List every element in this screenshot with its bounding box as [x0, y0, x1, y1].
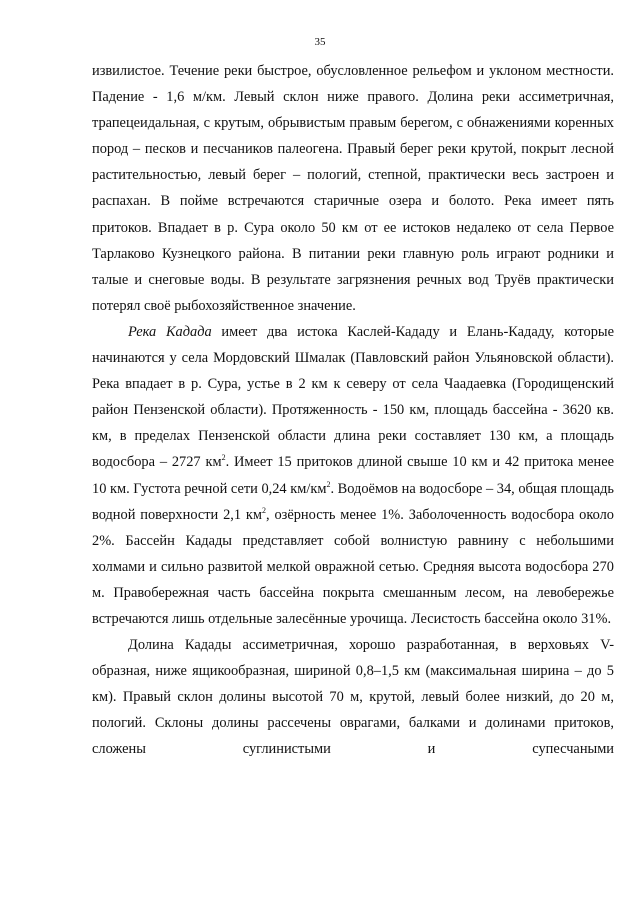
- river-name-kadada: Река Кадада: [128, 323, 212, 340]
- paragraph-text: Долина Кадады ассиметричная, хорошо разработанная, в верховьях V-образная, ниже ящикообразная, шириной 0,8–1,5 км (максимальная ширина – до 5 км). Правый склон долины высотой 70 м, крутой, левый более низкий, до 20 м, пологий. Склоны долины рассечены оврагами, балками и долинами притоков, сложены суглинистыми и супесчаными: [92, 637, 614, 758]
- paragraph-trujev-description: [92, 58, 614, 319]
- paragraph-kadada-intro: [92, 319, 614, 632]
- page-number: 35: [314, 36, 326, 48]
- superscript: 2: [262, 505, 267, 515]
- paragraph-kadada-valley: [92, 632, 614, 762]
- paragraph-text: . Водоёмов на водосборе – 34, общая площадь водной поверхности 2,1 км: [92, 480, 614, 523]
- superscript: 2: [326, 479, 331, 489]
- superscript: 2: [221, 453, 226, 463]
- paragraph-text: извилистое. Течение реки быстрое, обусловленное рельефом и уклоном местности. Падение - 1,6 м/км. Левый склон ниже правого. Долина реки ассиметричная, трапецеидальная, с крутым, обрывистым правым берегом, с обнажениями коренных пород – песков и песчаников палеогена. Правый берег реки крутой, покрыт лесной растительностью, левый берег – пологий, степной, практически весь застроен и распахан. В пойме встречаются старичные озера и болото. Река имеет пять притоков. Впадает в р. Сура около 50 км от ее истоков недалеко от села Первое Тарлаково Кузнецкого района. В питании реки главную роль играют родники и талые и снеговые воды. В результате загрязнения речных вод Труёв практически потерял своё рыбохозяйственное значение.: [92, 63, 614, 314]
- paragraph-text: имеет два истока Каслей-Кададу и Елань-Кададу, которые начинаются у села Мордовский Шмалак (Павловский район Ульяновской области). Река впадает в р. Сура, устье в 2 км к северу от села Чаадаевка (Городищенский район Пензенской области). Протяженность - 150 км, площадь бассейна - 3620 кв. км, в пределах Пензенской области длина реки составляет 130 км, а площадь водосбора – 2727 км: [92, 323, 614, 471]
- body-text: [92, 58, 614, 763]
- paragraph-text: , озёрность менее 1%. Заболоченность водосбора около 2%. Бассейн Кадады представляет собой волнистую равнину с небольшими холмами и сильно развитой мелкой овражной сетью. Средняя высота водосбора 270 м. Правобережная часть бассейна покрыта смешанным лесом, на левобережье встречаются лишь отдельные залесённые урочища. Лесистость бассейна около 31%.: [92, 506, 614, 627]
- paragraph-text: . Имеет 15 притоков длиной свыше 10 км и 42 притока менее 10 км. Густота речной сети 0,24 км/км: [92, 454, 614, 497]
